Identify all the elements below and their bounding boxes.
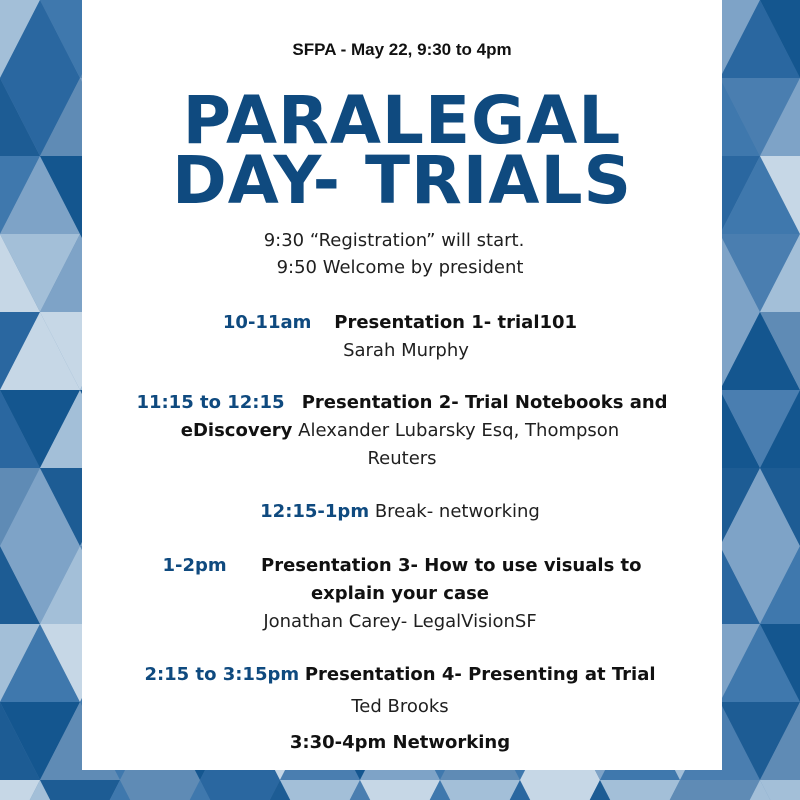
session-2-speaker-b: Reuters	[367, 448, 437, 469]
session-1-line	[80, 312, 720, 333]
pattern-triangle	[600, 780, 680, 800]
break-time: 12:15-1pm	[260, 501, 370, 522]
session-2-time: 11:15 to 12:15	[136, 392, 285, 413]
session-3-title-a: Presentation 3- How to use visuals to	[261, 555, 642, 576]
session-1-speaker: Sarah Murphy	[343, 340, 469, 361]
welcome-text: 9:50 Welcome by president	[276, 257, 524, 278]
session-2-speaker-a: Alexander Lubarsky Esq, Thompson	[298, 420, 620, 441]
session-4-time: 2:15 to 3:15pm	[144, 664, 300, 685]
session-4-speaker: Ted Brooks	[351, 696, 449, 717]
registration-text: 9:30 “Registration” will start.	[263, 230, 525, 251]
session-4-line	[80, 664, 720, 685]
session-3-line	[82, 555, 722, 576]
pattern-triangle	[200, 780, 280, 800]
session-1-time: 10-11am	[222, 312, 312, 333]
pattern-triangle	[40, 780, 120, 800]
session-2-title-a: Presentation 2- Trial Notebooks and	[301, 392, 668, 413]
title-line-2: DAY- TRIALS	[171, 142, 633, 219]
session-2-line-b	[80, 420, 720, 441]
session-3-time: 1-2pm	[162, 555, 227, 576]
break-line	[80, 501, 720, 522]
session-2-title-b: eDiscovery	[180, 420, 293, 441]
closing-networking: 3:30-4pm Networking	[289, 732, 511, 753]
pattern-triangle	[120, 780, 200, 800]
title-line-1: PARALEGAL	[182, 82, 622, 159]
session-2-line	[82, 392, 722, 413]
pattern-triangle	[280, 780, 360, 800]
pattern-triangle	[360, 780, 440, 800]
session-1-title: Presentation 1- trial101	[334, 312, 578, 333]
session-4-title: Presentation 4- Presenting at Trial	[304, 664, 656, 685]
flyer-panel	[82, 0, 722, 770]
session-3-title-b: explain your case	[310, 583, 490, 604]
pattern-triangle	[520, 780, 600, 800]
event-date-line: SFPA - May 22, 9:30 to 4pm	[292, 40, 512, 59]
pattern-triangle	[680, 780, 760, 800]
break-text: Break- networking	[374, 501, 540, 522]
pattern-triangle	[440, 780, 520, 800]
session-3-speaker: Jonathan Carey- LegalVisionSF	[263, 611, 537, 632]
